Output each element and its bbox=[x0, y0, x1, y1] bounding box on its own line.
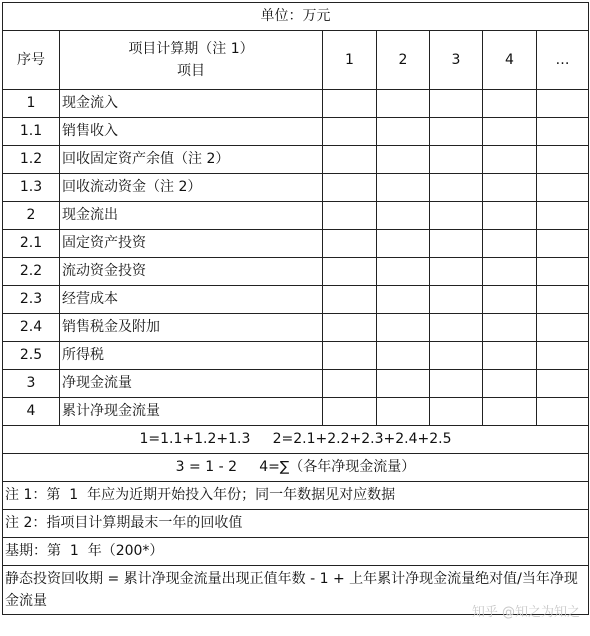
year-value-cell bbox=[377, 174, 430, 202]
year-value-cell bbox=[483, 286, 537, 314]
year-header-more: … bbox=[537, 31, 589, 90]
year-value-cell bbox=[483, 146, 537, 174]
year-value-cell bbox=[430, 286, 483, 314]
row-number: 2.4 bbox=[3, 314, 60, 342]
year-value-cell bbox=[537, 398, 589, 426]
year-value-cell bbox=[483, 258, 537, 286]
note-line: 基期：第 1 年（200*） bbox=[3, 538, 589, 566]
year-value-cell bbox=[483, 398, 537, 426]
year-value-cell bbox=[537, 342, 589, 370]
item-header bbox=[60, 31, 323, 90]
year-value-cell bbox=[483, 342, 537, 370]
note-line: 注 2：指项目计算期最末一年的回收值 bbox=[3, 510, 589, 538]
year-value-cell bbox=[537, 174, 589, 202]
year-value-cell bbox=[323, 90, 377, 118]
year-value-cell bbox=[430, 230, 483, 258]
year-value-cell bbox=[537, 146, 589, 174]
row-item-name: 回收固定资产余值（注 2） bbox=[60, 146, 323, 174]
year-value-cell bbox=[377, 258, 430, 286]
year-value-cell bbox=[430, 258, 483, 286]
year-value-cell bbox=[323, 146, 377, 174]
row-number: 1.2 bbox=[3, 146, 60, 174]
row-item-name: 所得税 bbox=[60, 342, 323, 370]
row-item-name: 回收流动资金（注 2） bbox=[60, 174, 323, 202]
year-header-3: 3 bbox=[430, 31, 483, 90]
year-value-cell bbox=[430, 370, 483, 398]
year-value-cell bbox=[430, 202, 483, 230]
year-value-cell bbox=[323, 174, 377, 202]
year-value-cell bbox=[323, 118, 377, 146]
year-value-cell bbox=[483, 90, 537, 118]
year-value-cell bbox=[430, 398, 483, 426]
year-value-cell bbox=[430, 314, 483, 342]
year-value-cell bbox=[483, 230, 537, 258]
year-value-cell bbox=[483, 174, 537, 202]
row-item-name: 销售收入 bbox=[60, 118, 323, 146]
year-value-cell bbox=[537, 90, 589, 118]
row-number: 2.5 bbox=[3, 342, 60, 370]
note-line: 静态投资回收期 = 累计净现金流量出现正值年数 - 1 + 上年累计净现金流量绝对值/当年净现金流量 bbox=[3, 566, 589, 615]
table-row bbox=[3, 314, 589, 342]
period-label: 项目计算期（注 1） bbox=[128, 41, 254, 57]
table-row bbox=[3, 286, 589, 314]
formula-line: 3 = 1 - 2 4=∑（各年净现金流量） bbox=[3, 454, 589, 482]
year-value-cell bbox=[483, 314, 537, 342]
year-value-cell bbox=[537, 230, 589, 258]
year-value-cell bbox=[483, 118, 537, 146]
year-value-cell bbox=[323, 314, 377, 342]
year-value-cell bbox=[537, 258, 589, 286]
row-item-name: 销售税金及附加 bbox=[60, 314, 323, 342]
formula-line: 1=1.1+1.2+1.3 2=2.1+2.2+2.3+2.4+2.5 bbox=[3, 426, 589, 454]
row-number: 1.1 bbox=[3, 118, 60, 146]
year-value-cell bbox=[537, 314, 589, 342]
year-value-cell bbox=[323, 258, 377, 286]
table-row bbox=[3, 146, 589, 174]
year-value-cell bbox=[377, 314, 430, 342]
seq-header: 序号 bbox=[3, 31, 60, 90]
table-row bbox=[3, 118, 589, 146]
row-item-name: 净现金流量 bbox=[60, 370, 323, 398]
row-number: 2 bbox=[3, 202, 60, 230]
year-header-4: 4 bbox=[483, 31, 537, 90]
row-number: 4 bbox=[3, 398, 60, 426]
year-value-cell bbox=[483, 370, 537, 398]
year-value-cell bbox=[323, 398, 377, 426]
year-value-cell bbox=[377, 398, 430, 426]
year-value-cell bbox=[323, 286, 377, 314]
note-line: 注 1：第 1 年应为近期开始投入年份；同一年数据见对应数据 bbox=[3, 482, 589, 510]
year-value-cell bbox=[537, 118, 589, 146]
row-item-name: 流动资金投资 bbox=[60, 258, 323, 286]
row-number: 2.1 bbox=[3, 230, 60, 258]
year-value-cell bbox=[323, 230, 377, 258]
row-number: 1 bbox=[3, 90, 60, 118]
row-item-name: 累计净现金流量 bbox=[60, 398, 323, 426]
year-value-cell bbox=[537, 286, 589, 314]
table-row bbox=[3, 174, 589, 202]
header-row bbox=[3, 31, 589, 90]
year-value-cell bbox=[537, 202, 589, 230]
year-value-cell bbox=[430, 118, 483, 146]
watermark: 知乎 @知之为知之 bbox=[471, 605, 580, 620]
year-value-cell bbox=[377, 230, 430, 258]
table-row bbox=[3, 90, 589, 118]
table-row bbox=[3, 202, 589, 230]
year-value-cell bbox=[430, 342, 483, 370]
cash-flow-table bbox=[2, 2, 589, 615]
year-header-1: 1 bbox=[323, 31, 377, 90]
unit-label: 单位：万元 bbox=[3, 3, 589, 31]
year-value-cell bbox=[377, 286, 430, 314]
row-item-name: 固定资产投资 bbox=[60, 230, 323, 258]
table-row bbox=[3, 370, 589, 398]
table-row bbox=[3, 258, 589, 286]
table-row bbox=[3, 230, 589, 258]
row-item-name: 现金流出 bbox=[60, 202, 323, 230]
year-value-cell bbox=[430, 90, 483, 118]
year-value-cell bbox=[323, 370, 377, 398]
year-value-cell bbox=[377, 90, 430, 118]
year-value-cell bbox=[377, 202, 430, 230]
year-header-2: 2 bbox=[377, 31, 430, 90]
year-value-cell bbox=[323, 342, 377, 370]
table-row bbox=[3, 342, 589, 370]
year-value-cell bbox=[483, 202, 537, 230]
row-number: 3 bbox=[3, 370, 60, 398]
row-number: 2.2 bbox=[3, 258, 60, 286]
item-label: 项目 bbox=[177, 63, 205, 79]
row-number: 1.3 bbox=[3, 174, 60, 202]
row-item-name: 现金流入 bbox=[60, 90, 323, 118]
table-row bbox=[3, 398, 589, 426]
year-value-cell bbox=[430, 174, 483, 202]
row-number: 2.3 bbox=[3, 286, 60, 314]
year-value-cell bbox=[537, 370, 589, 398]
year-value-cell bbox=[377, 370, 430, 398]
year-value-cell bbox=[323, 202, 377, 230]
year-value-cell bbox=[377, 342, 430, 370]
year-value-cell bbox=[430, 146, 483, 174]
year-value-cell bbox=[377, 146, 430, 174]
year-value-cell bbox=[377, 118, 430, 146]
row-item-name: 经营成本 bbox=[60, 286, 323, 314]
